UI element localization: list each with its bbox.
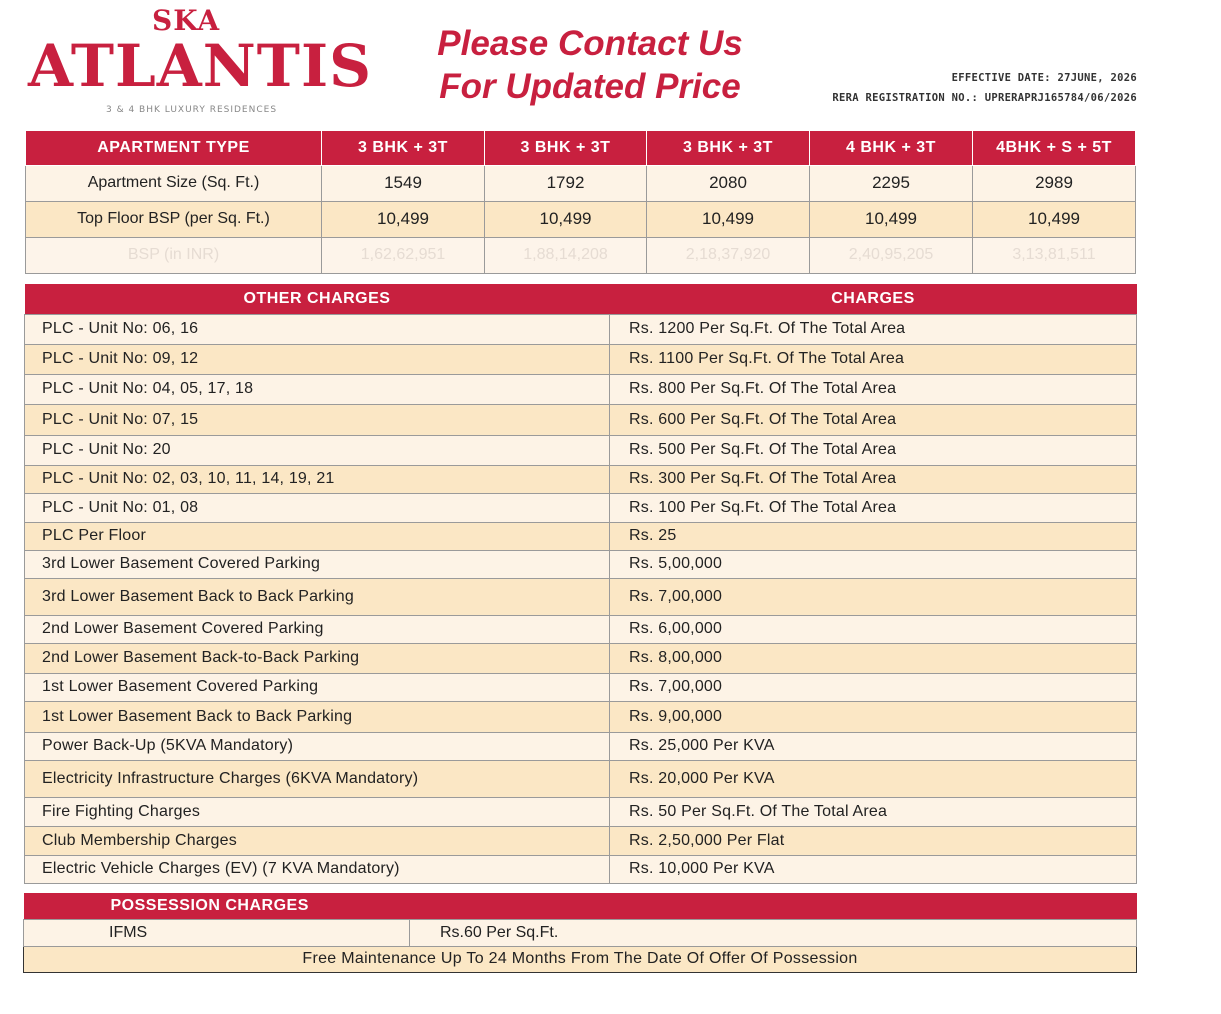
apartment-header-row bbox=[26, 131, 1136, 165]
charge-label: 2nd Lower Basement Back-to-Back Parking bbox=[25, 643, 610, 673]
charge-value: Rs. 7,00,000 bbox=[610, 673, 1137, 701]
document-meta bbox=[832, 68, 1137, 108]
contact-notice bbox=[410, 22, 770, 108]
table-row bbox=[25, 701, 1137, 732]
table-row bbox=[25, 465, 1137, 493]
charge-value: Rs. 800 Per Sq.Ft. Of The Total Area bbox=[610, 374, 1137, 404]
table-row bbox=[25, 643, 1137, 673]
charge-value: Rs. 9,00,000 bbox=[610, 701, 1137, 732]
charge-value: Rs. 10,000 Per KVA bbox=[610, 855, 1137, 883]
apartment-header-cell: APARTMENT TYPE bbox=[26, 131, 322, 165]
charge-value: Rs. 100 Per Sq.Ft. Of The Total Area bbox=[610, 493, 1137, 522]
charge-value: Rs. 2,50,000 Per Flat bbox=[610, 826, 1137, 855]
brand-name: ATLANTIS bbox=[28, 32, 372, 100]
charge-label: PLC - Unit No: 20 bbox=[25, 435, 610, 465]
table-row bbox=[25, 732, 1137, 760]
table-cell: 1549 bbox=[322, 165, 485, 201]
table-row bbox=[25, 760, 1137, 797]
other-charges-header: OTHER CHARGES bbox=[25, 284, 610, 314]
table-cell: 1,62,62,951 bbox=[322, 237, 485, 273]
table-row bbox=[25, 673, 1137, 701]
apartment-header-cell: 4BHK + S + 5T bbox=[973, 131, 1136, 165]
apartment-header-cell: 4 BHK + 3T bbox=[810, 131, 973, 165]
table-cell: 2,18,37,920 bbox=[647, 237, 810, 273]
charge-label: PLC - Unit No: 07, 15 bbox=[25, 404, 610, 435]
charge-label: 3rd Lower Basement Back to Back Parking bbox=[25, 578, 610, 615]
row-label: Apartment Size (Sq. Ft.) bbox=[26, 165, 322, 201]
effective-date: EFFECTIVE DATE: 27JUNE, 2026 bbox=[951, 72, 1137, 84]
ifms-value: Rs.60 Per Sq.Ft. bbox=[410, 919, 1137, 946]
table-cell: 2989 bbox=[973, 165, 1136, 201]
charge-label: Club Membership Charges bbox=[25, 826, 610, 855]
table-row bbox=[25, 314, 1137, 344]
charge-value: Rs. 300 Per Sq.Ft. Of The Total Area bbox=[610, 465, 1137, 493]
charge-label: Fire Fighting Charges bbox=[25, 797, 610, 826]
table-cell: 10,499 bbox=[322, 201, 485, 237]
row-label: BSP (in INR) bbox=[26, 237, 322, 273]
charge-value: Rs. 1100 Per Sq.Ft. Of The Total Area bbox=[610, 344, 1137, 374]
table-row bbox=[24, 919, 1137, 946]
possession-header: POSSESSION CHARGES bbox=[24, 893, 1137, 919]
ifms-label: IFMS bbox=[24, 919, 410, 946]
row-label: Top Floor BSP (per Sq. Ft.) bbox=[26, 201, 322, 237]
table-cell: 10,499 bbox=[647, 201, 810, 237]
table-cell: 10,499 bbox=[485, 201, 647, 237]
charges-header: CHARGES bbox=[610, 284, 1137, 314]
table-row bbox=[25, 435, 1137, 465]
brand-tagline: 3 & 4 BHK LUXURY RESIDENCES bbox=[106, 105, 278, 115]
table-row bbox=[25, 344, 1137, 374]
charge-label: PLC Per Floor bbox=[25, 522, 610, 550]
table-row bbox=[24, 946, 1137, 972]
table-cell: 3,13,81,511 bbox=[973, 237, 1136, 273]
table-row bbox=[25, 578, 1137, 615]
table-row bbox=[25, 797, 1137, 826]
charge-label: 1st Lower Basement Back to Back Parking bbox=[25, 701, 610, 732]
charge-value: Rs. 8,00,000 bbox=[610, 643, 1137, 673]
charge-label: PLC - Unit No: 02, 03, 10, 11, 14, 19, 21 bbox=[25, 465, 610, 493]
table-row bbox=[25, 826, 1137, 855]
charge-label: PLC - Unit No: 06, 16 bbox=[25, 314, 610, 344]
apartment-header-cell: 3 BHK + 3T bbox=[322, 131, 485, 165]
brand-logo bbox=[28, 4, 372, 119]
charge-label: Electricity Infrastructure Charges (6KVA Mandatory) bbox=[25, 760, 610, 797]
charge-label: PLC - Unit No: 04, 05, 17, 18 bbox=[25, 374, 610, 404]
charge-label: 1st Lower Basement Covered Parking bbox=[25, 673, 610, 701]
table-row bbox=[25, 550, 1137, 578]
table-row bbox=[25, 615, 1137, 643]
table-row bbox=[25, 855, 1137, 883]
maintenance-note: Free Maintenance Up To 24 Months From The Date Of Offer Of Possession bbox=[24, 946, 1137, 972]
charge-value: Rs. 7,00,000 bbox=[610, 578, 1137, 615]
charge-label: 2nd Lower Basement Covered Parking bbox=[25, 615, 610, 643]
table-cell: 10,499 bbox=[810, 201, 973, 237]
table-cell: 10,499 bbox=[973, 201, 1136, 237]
charge-value: Rs. 5,00,000 bbox=[610, 550, 1137, 578]
possession-header-row bbox=[24, 893, 1137, 919]
rera-registration: RERA REGISTRATION NO.: UPRERAPRJ165784/06/2026 bbox=[832, 92, 1137, 104]
charge-value: Rs. 1200 Per Sq.Ft. Of The Total Area bbox=[610, 314, 1137, 344]
charge-value: Rs. 25 bbox=[610, 522, 1137, 550]
possession-table bbox=[23, 893, 1137, 973]
charge-value: Rs. 600 Per Sq.Ft. Of The Total Area bbox=[610, 404, 1137, 435]
apartment-header-cell: 3 BHK + 3T bbox=[647, 131, 810, 165]
other-charges-table bbox=[24, 284, 1137, 884]
apartment-table bbox=[25, 131, 1136, 274]
charge-label: PLC - Unit No: 09, 12 bbox=[25, 344, 610, 374]
contact-line-1: Please Contact Us bbox=[437, 24, 743, 63]
charge-value: Rs. 25,000 Per KVA bbox=[610, 732, 1137, 760]
table-cell: 2,40,95,205 bbox=[810, 237, 973, 273]
table-row bbox=[26, 237, 1136, 273]
brand-top: SKA bbox=[152, 4, 221, 37]
table-row bbox=[25, 374, 1137, 404]
table-row bbox=[25, 493, 1137, 522]
contact-line-2: For Updated Price bbox=[439, 67, 741, 106]
charge-value: Rs. 6,00,000 bbox=[610, 615, 1137, 643]
charge-label: 3rd Lower Basement Covered Parking bbox=[25, 550, 610, 578]
charge-value: Rs. 20,000 Per KVA bbox=[610, 760, 1137, 797]
other-charges-header-row bbox=[25, 284, 1137, 314]
charge-label: Electric Vehicle Charges (EV) (7 KVA Mandatory) bbox=[25, 855, 610, 883]
table-cell: 1792 bbox=[485, 165, 647, 201]
charge-value: Rs. 500 Per Sq.Ft. Of The Total Area bbox=[610, 435, 1137, 465]
table-row bbox=[26, 165, 1136, 201]
apartment-header-cell: 3 BHK + 3T bbox=[485, 131, 647, 165]
table-cell: 2080 bbox=[647, 165, 810, 201]
table-row bbox=[25, 522, 1137, 550]
charge-value: Rs. 50 Per Sq.Ft. Of The Total Area bbox=[610, 797, 1137, 826]
table-row bbox=[26, 201, 1136, 237]
charge-label: Power Back-Up (5KVA Mandatory) bbox=[25, 732, 610, 760]
charge-label: PLC - Unit No: 01, 08 bbox=[25, 493, 610, 522]
table-cell: 2295 bbox=[810, 165, 973, 201]
table-row bbox=[25, 404, 1137, 435]
table-cell: 1,88,14,208 bbox=[485, 237, 647, 273]
